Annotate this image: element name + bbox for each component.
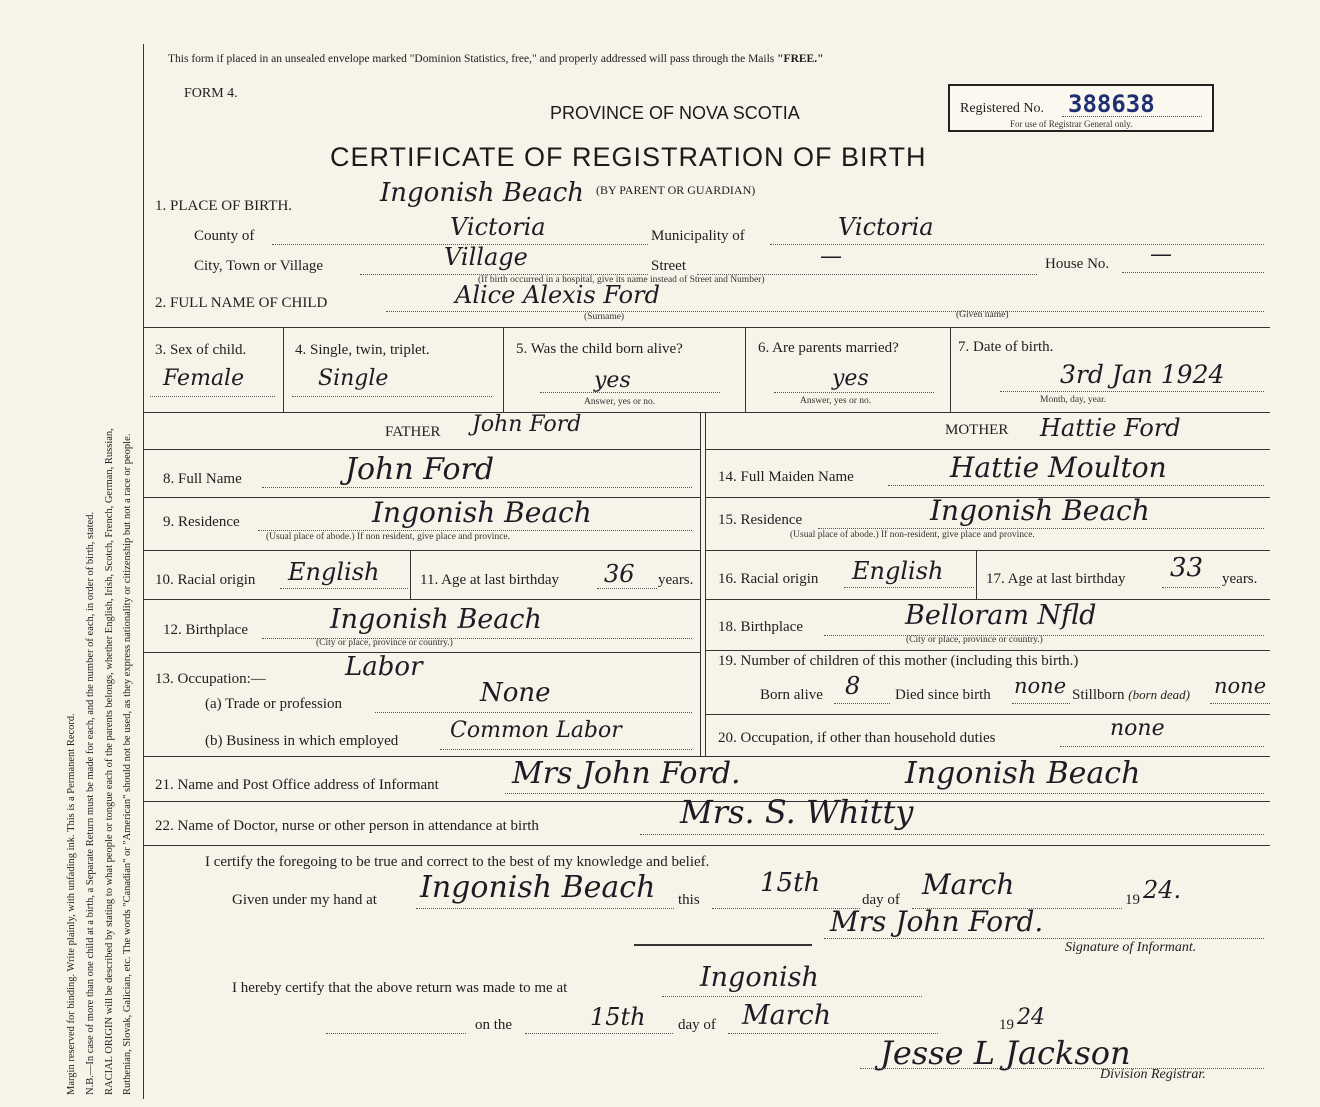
mother-residence-value: Ingonish Beach: [930, 494, 1150, 527]
parents-married-question: 6. Are parents married?: [758, 340, 899, 356]
doctor-value: Mrs. S. Whitty: [680, 793, 914, 831]
mother-heading-signature: Hattie Ford: [1040, 414, 1181, 442]
mother-age-value: 33: [1170, 553, 1204, 583]
registrar-day: 15th: [590, 1003, 646, 1031]
mother-name-label: 14. Full Maiden Name: [718, 469, 854, 485]
form-left-border: [143, 44, 144, 1099]
business-value: Common Labor: [450, 718, 622, 743]
mother-racial-label: 16. Racial origin: [718, 571, 819, 587]
stillborn-label: Stillborn (born dead): [1072, 687, 1191, 703]
date-of-birth-label: 7. Date of birth.: [958, 339, 1054, 355]
born-alive-label: Born alive: [760, 687, 823, 703]
died-since-birth-label: Died since birth: [895, 687, 991, 703]
mother-age-label: 17. Age at last birthday: [986, 571, 1126, 587]
registrar-month: March: [742, 1000, 832, 1031]
born-alive-answer: yes: [594, 368, 631, 393]
single-twin-label: 4. Single, twin, triplet.: [295, 342, 430, 358]
father-age-label: 11. Age at last birthday: [420, 572, 559, 588]
father-residence-label: 9. Residence: [163, 514, 240, 530]
county-label: County of: [194, 228, 255, 244]
father-occupation-value: Labor: [345, 652, 423, 682]
registrar-caption: Division Registrar.: [1100, 1067, 1206, 1082]
mother-birthplace-label: 18. Birthplace: [718, 619, 803, 635]
informant-label: 21. Name and Post Office address of Informant: [155, 777, 439, 793]
born-alive-count: 8: [845, 672, 861, 700]
certificate-subtitle: (BY PARENT OR GUARDIAN): [596, 183, 756, 197]
trade-label: (a) Trade or profession: [205, 696, 343, 712]
married-answer-note: Answer, yes or no.: [800, 396, 872, 406]
child-name-label: 2. FULL NAME OF CHILD: [155, 295, 328, 311]
registrar-signature: Jesse L Jackson: [880, 1034, 1131, 1072]
father-birthplace-note: (City or place, province or country.): [316, 638, 453, 648]
signature-caption: Signature of Informant.: [1065, 940, 1197, 955]
mother-birthplace-note: (City or place, province or country.): [906, 635, 1043, 645]
street-value: —: [820, 244, 842, 269]
registrar-statement: I hereby certify that the above return was made to me at: [232, 980, 568, 996]
certify-statement: I certify the foregoing to be true and correct to the best of my knowledge and belief.: [205, 854, 710, 870]
place-of-birth-value: Ingonish Beach: [380, 178, 585, 208]
registration-box: [948, 84, 1214, 132]
margin-note: Margin reserved for binding. Write plainly, with unfading ink. This is a Permanent Record.: [66, 713, 77, 1095]
mother-occupation-label: 20. Occupation, if other than household duties: [718, 730, 996, 746]
born-alive-question: 5. Was the child born alive?: [516, 341, 683, 357]
father-racial-value: English: [288, 558, 380, 586]
registrar-note: For use of Registrar General only.: [1010, 119, 1133, 129]
on-the-label: on the: [475, 1017, 513, 1033]
municipality-value: Victoria: [838, 213, 934, 241]
mother-racial-value: English: [852, 557, 944, 585]
registrar-year-suffix: 24: [1017, 1005, 1045, 1030]
place-of-birth-label: 1. PLACE OF BIRTH.: [155, 198, 293, 214]
certify-year-prefix: 19: [1125, 892, 1140, 908]
street-label: Street: [651, 258, 686, 274]
given-place: Ingonish Beach: [420, 870, 656, 905]
registered-number: 388638: [1068, 90, 1155, 118]
father-residence-value: Ingonish Beach: [372, 496, 592, 529]
certify-year-suffix: 24.: [1143, 876, 1182, 904]
registrar-place: Ingonish: [700, 962, 819, 993]
mother-residence-label: 15. Residence: [718, 512, 803, 528]
form-number: FORM 4.: [184, 86, 238, 101]
surname-note: (Surname): [584, 312, 625, 322]
single-twin-value: Single: [318, 366, 389, 391]
date-of-birth-value: 3rd Jan 1924: [1060, 360, 1225, 389]
city-label: City, Town or Village: [194, 258, 324, 274]
registered-label: Registered No.: [960, 101, 1044, 116]
father-residence-note: (Usual place of abode.) If non resident, give place and province.: [266, 532, 510, 542]
died-since-birth-count: none: [1014, 674, 1067, 698]
mother-occupation-value: none: [1110, 716, 1165, 741]
sex-label: 3. Sex of child.: [155, 342, 247, 358]
children-count-label: 19. Number of children of this mother (including this birth.): [718, 653, 1079, 669]
mail-notice: This form if placed in an unsealed envelope marked "Dominion Statistics, free," and properly addressed will pass through the Mails "FREE.": [168, 53, 824, 65]
trade-value: None: [480, 678, 551, 708]
registrar-day-of: day of: [678, 1017, 716, 1033]
father-birthplace-value: Ingonish Beach: [330, 604, 542, 635]
informant-signature: Mrs John Ford.: [830, 905, 1044, 938]
informant-name: Mrs John Ford.: [512, 756, 741, 791]
father-name-label: 8. Full Name: [163, 471, 242, 487]
hospital-note: (If birth occurred in a hospital, give its name instead of Street and Number): [478, 275, 765, 285]
father-name-value: John Ford: [345, 452, 495, 487]
mother-birthplace-value: Belloram Nfld: [905, 600, 1097, 631]
sex-value: Female: [163, 366, 245, 391]
mother-years: years.: [1222, 571, 1258, 587]
father-years: years.: [658, 572, 694, 588]
municipality-label: Municipality of: [651, 228, 745, 244]
child-name-value: Alice Alexis Ford: [455, 281, 660, 309]
father-racial-label: 10. Racial origin: [155, 572, 256, 588]
province-title: PROVINCE OF NOVA SCOTIA: [550, 103, 800, 123]
father-birthplace-label: 12. Birthplace: [163, 622, 248, 638]
father-age-value: 36: [604, 560, 635, 588]
mother-residence-note: (Usual place of abode.) If non-resident, give place and province.: [790, 530, 1035, 540]
nb-note: N.B.—In case of more than one child at a birth, a Separate Return must be made for each, and the number of each, in order of birth, stated.: [85, 511, 96, 1095]
certify-day: 15th: [760, 868, 821, 898]
given-name-note: (Given name): [956, 310, 1009, 320]
city-value: Village: [444, 243, 528, 271]
racial-note-2: Ruthenian, Slovak, Galician, etc. The words "Canadian" or "American" should not be used, as they express nationality or citizenship but not a race or people.: [122, 433, 133, 1095]
day-of-label: day of: [862, 892, 900, 908]
racial-note-1: RACIAL ORIGIN will be described by stating to what people or tongue each of the parents belongs, whether English, Irish, Scotch, French, German, Russian,: [104, 428, 115, 1095]
this-label: this: [678, 892, 700, 908]
father-occupation-label: 13. Occupation:—: [155, 671, 266, 687]
business-label: (b) Business in which employed: [205, 733, 399, 749]
informant-address: Ingonish Beach: [905, 756, 1141, 791]
certify-month: March: [922, 868, 1015, 901]
mother-name-value: Hattie Moulton: [950, 451, 1167, 484]
parents-married-answer: yes: [832, 366, 869, 391]
certificate-title: CERTIFICATE OF REGISTRATION OF BIRTH: [330, 142, 927, 172]
house-label: House No.: [1045, 256, 1110, 272]
house-value: —: [1150, 242, 1172, 267]
father-heading: FATHER: [385, 424, 441, 440]
given-under-label: Given under my hand at: [232, 892, 377, 908]
mother-heading: MOTHER: [945, 422, 1009, 438]
alive-answer-note: Answer, yes or no.: [584, 397, 656, 407]
stillborn-count: none: [1214, 674, 1267, 698]
doctor-label: 22. Name of Doctor, nurse or other person in attendance at birth: [155, 818, 539, 834]
father-heading-signature: John Ford: [472, 412, 582, 437]
county-value: Victoria: [450, 213, 546, 241]
registrar-year-prefix: 19: [999, 1017, 1014, 1033]
date-note: Month, day, year.: [1040, 395, 1107, 405]
